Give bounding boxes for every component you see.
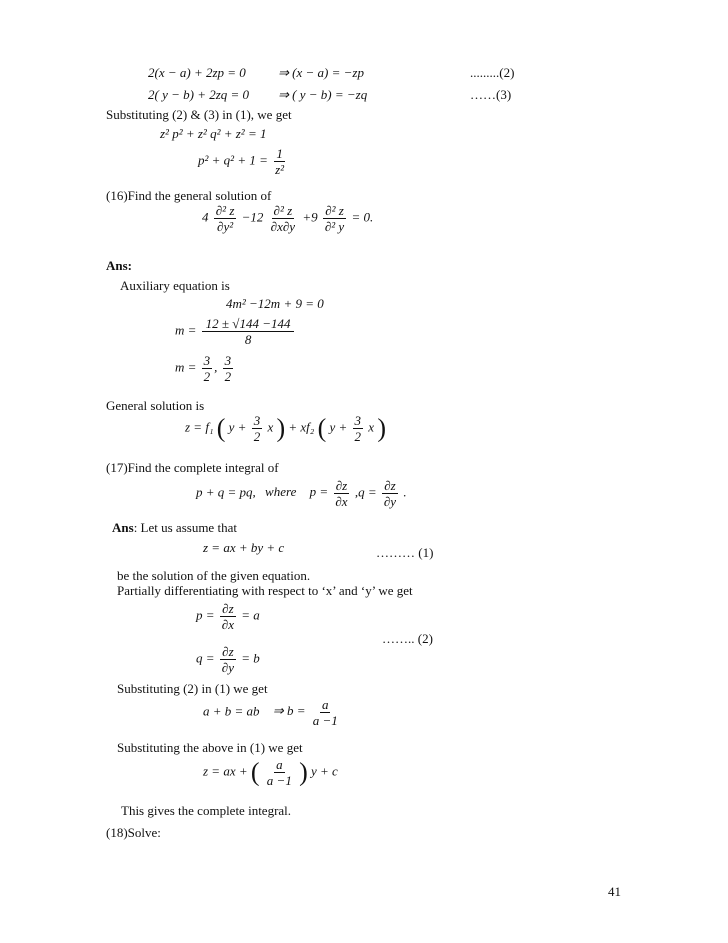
fraction-numerator: 3: [224, 353, 232, 368]
page-number: 41: [608, 884, 621, 899]
fraction-denominator: ∂x: [335, 494, 348, 509]
general-solution-equation: z = f₁ ( y + $\frac{3}{2}$ x ) + xf₂ ( y + $\frac{3}{2}$ x ): [185, 413, 386, 444]
equation-2-left: 2(x − a) + 2zp = 0: [148, 65, 246, 80]
fraction-denominator: z²: [275, 162, 285, 177]
fraction-numerator: ∂² z: [325, 203, 344, 218]
equation-2-number: .........(2): [470, 65, 515, 80]
fraction-d2z-dxdy: [269, 203, 297, 234]
question-16-equation: [202, 203, 373, 234]
question-16-title: (16)Find the general solution of: [106, 188, 272, 203]
fraction-denominator: 8: [244, 332, 252, 347]
question-18-title: (18)Solve:: [106, 825, 161, 840]
substituting-text: Substituting (2) & (3) in (1), we get: [106, 107, 292, 122]
equation-sum-squares: z² p² + z² q² + z² = 1: [160, 126, 267, 141]
fraction-denominator: ∂x: [221, 617, 234, 632]
equation-2-number-b: …….. (2): [382, 631, 433, 646]
question-17-title: (17)Find the complete integral of: [106, 460, 279, 475]
fraction-numerator: 1: [276, 146, 283, 161]
fraction-numerator: ∂z: [222, 644, 234, 659]
fraction-denominator: ∂y: [221, 660, 234, 675]
general-solution-text: General solution is: [106, 398, 205, 413]
equals-a: = a: [241, 607, 260, 623]
fraction-numerator: a: [276, 757, 283, 772]
plus-xf2: + xf₂: [288, 419, 315, 435]
y-plus-c: y + c: [311, 763, 338, 779]
equals-zero: = 0.: [351, 209, 374, 225]
x-term: x: [267, 419, 274, 435]
equation-pq-left: p² + q² + 1 =: [198, 152, 268, 168]
fraction-denominator: ∂y: [383, 494, 397, 509]
be-solution-text: be the solution of the given equation.: [117, 568, 311, 583]
complete-integral-text: This gives the complete integral.: [121, 803, 292, 818]
fraction-denominator: a −1: [312, 713, 338, 728]
m-quadratic-formula: [175, 316, 296, 347]
quadratic-fraction: [202, 316, 295, 347]
y-plus: y +: [228, 419, 247, 435]
fraction-numerator: 3: [253, 413, 261, 428]
p-plus-q-equals-pq: p + q = pq,: [196, 484, 256, 500]
equation-3-number: ……(3): [470, 87, 512, 102]
coefficient-minus-12: −12: [241, 209, 264, 225]
auxiliary-equation: 4m² −12m + 9 = 0: [226, 296, 324, 311]
equation-2-right: ⇒ (x − a) = −zp: [278, 65, 364, 80]
fraction-denominator: 2: [354, 429, 362, 444]
substituting-2-text: Substituting (2) in (1) we get: [117, 681, 268, 696]
fraction-denominator: ∂x∂y: [270, 219, 296, 234]
fraction-numerator: ∂² z: [215, 203, 235, 218]
fraction-numerator: ∂z: [335, 478, 348, 493]
answer-2-label: Ans: [112, 520, 134, 535]
fraction-numerator: ∂z: [222, 601, 234, 616]
implies-b-equals: ⇒ b =: [272, 703, 306, 719]
where-word: where: [265, 484, 297, 500]
z-equals-f1: z = f₁: [185, 419, 214, 435]
fraction-numerator: 3: [203, 353, 211, 368]
x-term: x: [368, 419, 375, 435]
auxiliary-text: Auxiliary equation is: [120, 278, 230, 293]
answer-2-line: [112, 520, 237, 536]
p-equals: p =: [196, 607, 215, 623]
fraction-dz-dx: [220, 601, 236, 632]
fraction-numerator: ∂z: [384, 478, 396, 493]
fraction-a-over-a-minus-1: [311, 697, 340, 728]
fraction-dz-dy: [382, 478, 398, 509]
fraction-numerator: ∂² z: [273, 203, 293, 218]
period: .: [403, 484, 407, 500]
q-equals: q =: [196, 650, 215, 666]
equation-3-left: 2( y − b) + 2zq = 0: [148, 87, 250, 102]
question-17-equation: [196, 478, 407, 509]
m-roots: m = $\frac{3}{2}$ , $\frac{3}{2}$: [175, 353, 232, 384]
equals-b: = b: [241, 650, 260, 666]
fraction-d2z-d2y: [323, 203, 346, 234]
three-halves-fraction: [353, 413, 364, 444]
ab-equation: [203, 697, 342, 728]
assume-text: : Let us assume that: [133, 520, 237, 535]
fraction-numerator: 12 ± √144 −144: [202, 316, 295, 332]
z-equals-ax-plus: z = ax +: [203, 763, 248, 779]
fraction-denominator: 2: [203, 369, 211, 384]
fraction-denominator: ∂² y: [324, 219, 345, 234]
y-plus: y +: [329, 419, 348, 435]
a-plus-b-equals-ab: a + b = ab: [203, 703, 260, 719]
coefficient-4: 4: [202, 209, 209, 225]
fraction-denominator: a −1: [266, 773, 292, 788]
root-fraction-2: [223, 353, 234, 384]
fraction-one-over-z2: [273, 146, 286, 177]
assumed-solution-equation: z = ax + by + c: [203, 540, 285, 555]
p-equals: p =: [309, 484, 329, 500]
answer-label: Ans:: [106, 258, 133, 273]
substituting-3-text: Substituting the above in (1) we get: [117, 740, 303, 755]
q-equals: ,q =: [354, 484, 377, 500]
root-fraction-1: [202, 353, 213, 384]
q-derivative-equation: [196, 644, 260, 675]
fraction-numerator: 3: [354, 413, 362, 428]
equation-1-number: ……… (1): [376, 545, 434, 560]
complete-integral-equation: z = ax + ( $\frac{a}{a -1}$ ) y + c: [203, 757, 338, 788]
coefficient-plus-9: +9: [302, 209, 318, 225]
m-equals: m =: [175, 359, 197, 375]
fraction-dz-dx: [333, 478, 349, 509]
partial-diff-text: Partially differentiating with respect to ‘x’ and ‘y’ we get: [117, 583, 413, 598]
three-halves-fraction: [252, 413, 263, 444]
fraction-denominator: ∂y²: [217, 219, 234, 234]
m-equals: m =: [175, 322, 197, 338]
p-derivative-equation: [196, 601, 260, 632]
equation-3-right: ⇒ ( y − b) = −zq: [278, 87, 368, 102]
fraction-denominator: 2: [224, 369, 232, 384]
fraction-a-over-a-minus-1: [265, 757, 294, 788]
fraction-numerator: a: [321, 697, 329, 712]
fraction-dz-dy: [220, 644, 236, 675]
fraction-denominator: 2: [253, 429, 261, 444]
equation-pq-reciprocal: [198, 146, 288, 177]
fraction-d2z-dy2: [214, 203, 237, 234]
